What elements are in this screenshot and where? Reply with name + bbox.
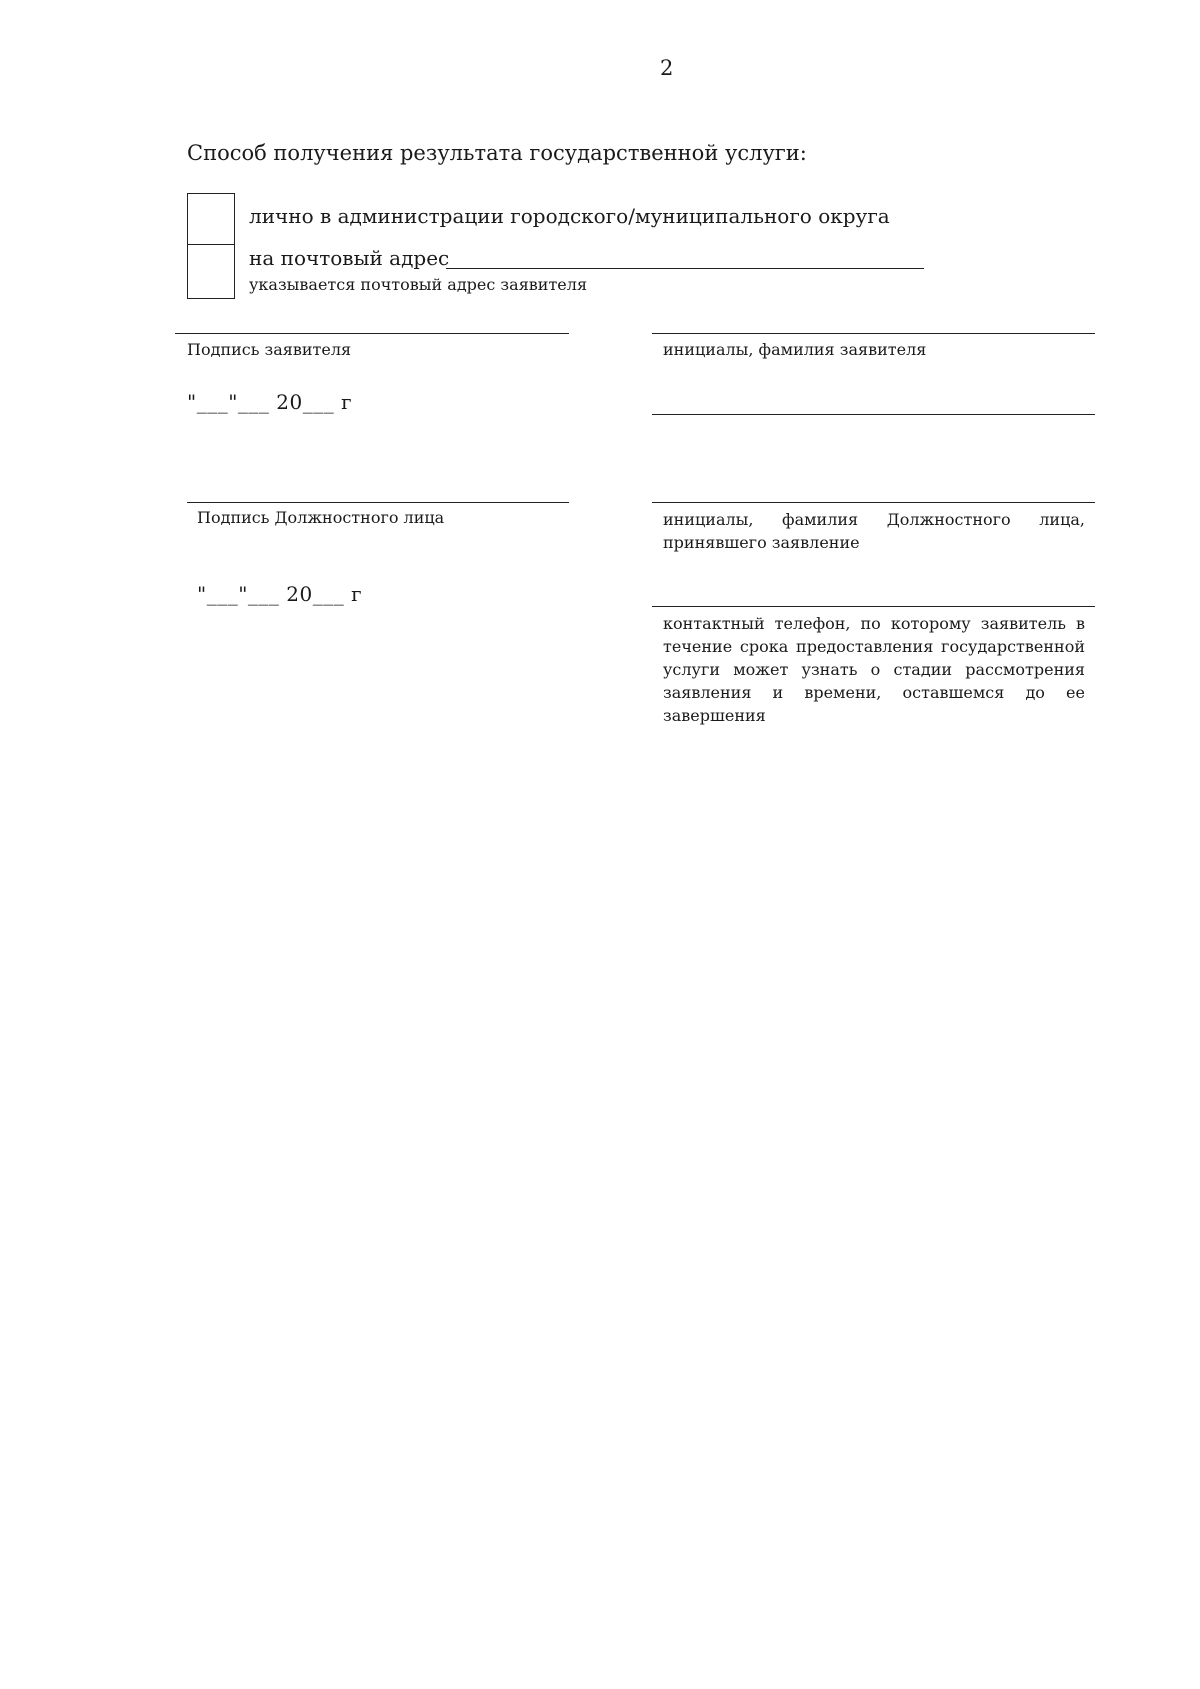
applicant-signature-label: Подпись заявителя (187, 340, 352, 359)
delivery-options-checkboxes (187, 193, 237, 299)
option-in-person-label: лично в администрации городского/муниципального округа (249, 204, 890, 228)
applicant-name-label: инициалы, фамилия заявителя (663, 340, 927, 359)
official-date: "___"___ 20___ г (197, 582, 363, 606)
postal-address-hint: указывается почтовый адрес заявителя (249, 275, 588, 294)
official-signature-line[interactable] (187, 502, 569, 503)
applicant-name-line[interactable] (652, 333, 1095, 334)
official-signature-label: Подпись Должностного лица (197, 508, 445, 527)
contact-phone-label: контактный телефон, по которому заявитель в течение срока предоставления государственной услуги может узнать о стадии рассмотрения заявления и времени, оставшемся до ее завершения (663, 614, 1085, 725)
applicant-extra-line[interactable] (652, 414, 1095, 415)
option-by-mail-label: на почтовый адрес (249, 246, 450, 270)
postal-address-field-line[interactable] (446, 268, 924, 269)
applicant-date: "___"___ 20___ г (187, 390, 353, 414)
official-name-line[interactable] (652, 502, 1095, 503)
contact-phone-line[interactable] (652, 606, 1095, 607)
delivery-method-heading: Способ получения результата государственной услуги: (187, 141, 807, 165)
checkbox-in-person[interactable] (187, 193, 235, 245)
page-number: 2 (660, 56, 674, 80)
official-name-label: инициалы, фамилия Должностного лица, принявшего заявление (663, 510, 1085, 552)
applicant-signature-line[interactable] (175, 333, 569, 334)
checkbox-by-mail[interactable] (187, 244, 235, 299)
